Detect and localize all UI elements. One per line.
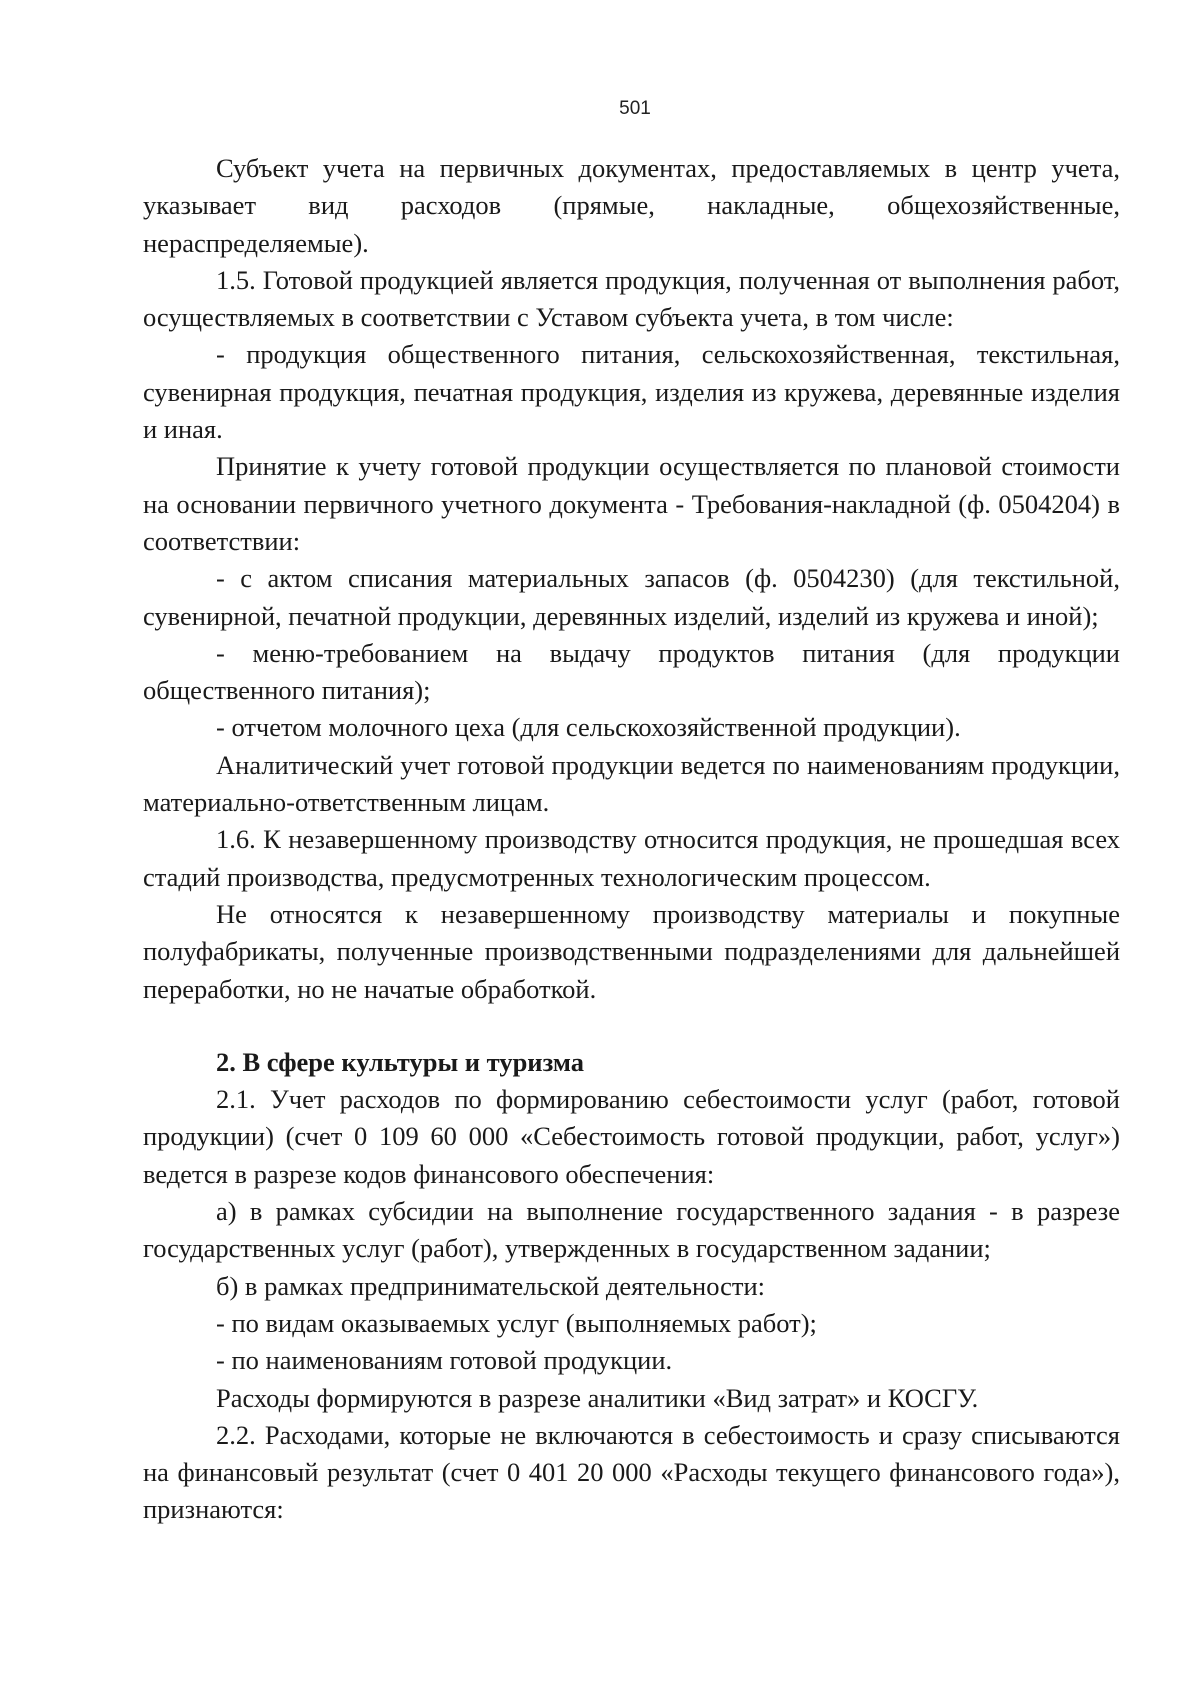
paragraph: - меню-требованием на выдачу продуктов питания (для продукции общественного питания);	[143, 637, 1120, 706]
paragraph: а) в рамках субсидии на выполнение государственного задания - в разрезе государственных услуг (работ), утвержденных в государственном задании;	[143, 1196, 1120, 1264]
paragraph: Расходы формируются в разрезе аналитики «Вид затрат» и КОСГУ.	[216, 1382, 979, 1413]
paragraph: 2.2. Расходами, которые не включаются в себестоимость и сразу списываются на финансовый результат (счет 0 401 20 000 «Расходы текущего финансового года»), признаются:	[143, 1419, 1120, 1525]
document-body	[143, 150, 1120, 1529]
paragraph: - с актом списания материальных запасов (ф. 0504230) (для текстильной, сувенирной, печатной продукции, деревянных изделий, изделий из кружева и иной);	[143, 563, 1120, 631]
paragraph: Не относятся к незавершенному производству материалы и покупные полуфабрикаты, полученные производственными подразделениями для дальнейшей переработки, но не начатые обработкой.	[143, 898, 1120, 1004]
paragraph: - по наименованиям готовой продукции.	[216, 1345, 673, 1376]
paragraph: - продукция общественного питания, сельскохозяйственная, текстильная, сувенирная продукция, печатная продукция, изделия из кружева, деревянные изделия и иная.	[143, 339, 1120, 445]
page-number: 501	[619, 98, 651, 119]
paragraph: 2.1. Учет расходов по формированию себестоимости услуг (работ, готовой продукции) (счет 0 109 60 000 «Себестоимость готовой продукции, работ, услуг») ведется в разрезе кодов финансового обеспечения:	[143, 1084, 1120, 1189]
paragraph: 1.6. К незавершенному производству относится продукция, не прошедшая всех стадий производства, предусмотренных технологическим процессом.	[143, 824, 1120, 892]
paragraph: - по видам оказываемых услуг (выполняемых работ);	[216, 1307, 817, 1338]
section-heading: 2. В сфере культуры и туризма	[216, 1046, 584, 1077]
paragraph: б) в рамках предпринимательской деятельности:	[216, 1270, 765, 1301]
paragraph: Принятие к учету готовой продукции осуществляется по плановой стоимости на основании первичного учетного документа - Требования-накладной (ф. 0504204) в соответствии:	[143, 451, 1120, 556]
paragraph: 1.5. Готовой продукцией является продукция, полученная от выполнения работ, осуществляемых в соответствии с Уставом субъекта учета, в том числе:	[143, 264, 1120, 333]
paragraph: Аналитический учет готовой продукции ведется по наименованиям продукции, материально-ответственным лицам.	[143, 749, 1120, 818]
paragraph: - отчетом молочного цеха (для сельскохозяйственной продукции).	[216, 712, 961, 743]
paragraph: Субъект учета на первичных документах, предоставляемых в центр учета, указывает вид расходов (прямые, накладные, общехозяйственные, нераспределяемые).	[143, 153, 1120, 258]
